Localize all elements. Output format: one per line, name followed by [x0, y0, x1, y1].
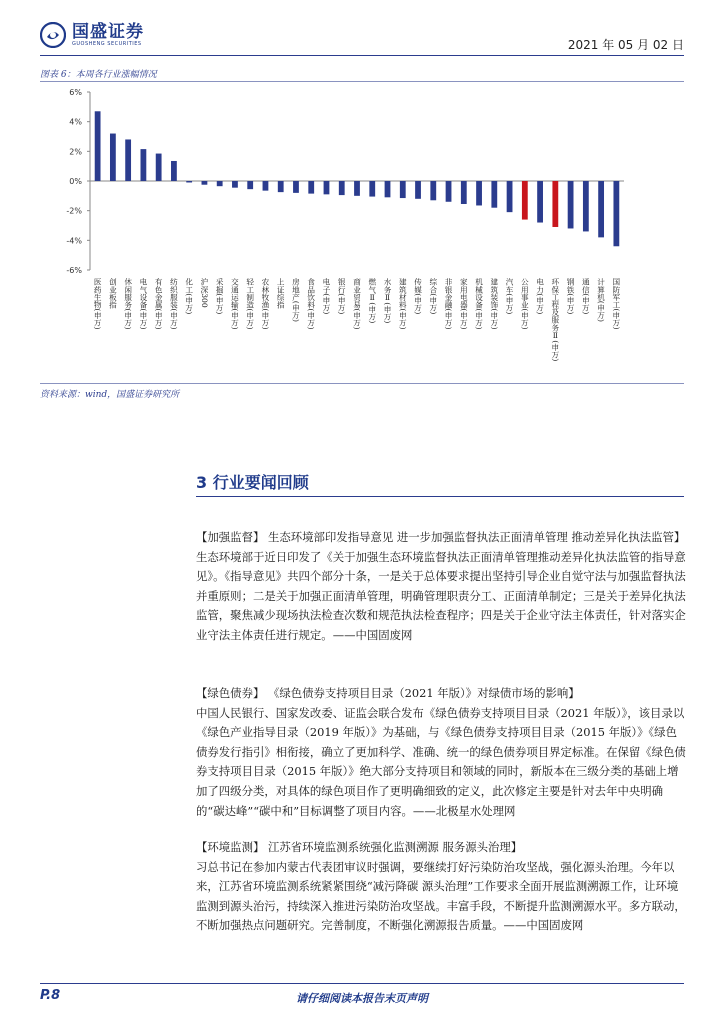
news-title: 【环境监测】 江苏省环境监测系统强化监测溯源 服务源头治理】 [196, 840, 523, 854]
figure-source: 资料来源：wind，国盛证券研究所 [40, 390, 180, 400]
y-tick-label: 6% [69, 88, 82, 97]
bar [598, 181, 604, 237]
x-tick-label: 电子(申万) [321, 278, 331, 315]
news-title: 【绿色债券】 《绿色债券支持项目目录（2021 年版）》对绿债市场的影响】 [196, 686, 580, 700]
bar [125, 139, 131, 181]
x-tick-label: 纺织服装(申万) [169, 278, 179, 330]
bar [430, 181, 436, 200]
y-tick-label: 2% [69, 147, 82, 157]
x-tick-label: 汽车(申万) [505, 278, 515, 315]
news-body: 习总书记在参加内蒙古代表团审议时强调，要继续打好污染防治攻坚战，强化源头治理。今年以来，江苏省环境监测系统紧紧围绕“减污降碳 源头治理”工作要求全面开展监测溯源工作，让环境监测到源头治污，持续深入推进污染防治攻坚战。丰富手段，不断提升监测溯源水平。多方联动，不断加强热点问题研究。完善制度，不断强化溯源报告质量。——中国固废网 [196, 859, 686, 933]
page-number: P.8 [40, 988, 61, 1003]
bar [141, 149, 147, 181]
news-item [196, 528, 688, 646]
x-tick-label: 环保工程及服务Ⅱ(申万) [550, 278, 560, 362]
bar [552, 181, 558, 227]
news-body: 生态环境部于近日印发了《关于加强生态环境监督执法正面清单管理推动差异化执法监管的指导意见》。《指导意见》共四个部分十条，一是关于总体要求提出坚持引导企业自觉守法与加强监督执法并重原则；二是关于加强正面清单管理，明确管理职责分工、正面清单制定；三是关于差异化执法监管，聚焦减少现场执法检查次数和规范执法检查程序；四是关于企业守法主体责任，针对落实企业守法主体责任进行规定。——中国固废网 [196, 549, 686, 642]
figure-top-rule [40, 81, 684, 82]
bar [415, 181, 421, 199]
section-heading: 3 行业要闻回顾 [196, 473, 309, 492]
figure-title: 图表 6：本周各行业涨幅情况 [40, 70, 157, 80]
brand-logo [40, 22, 144, 48]
x-tick-label: 水务Ⅱ(申万) [383, 278, 393, 324]
bar [202, 181, 208, 185]
y-tick-label: -2% [66, 206, 82, 216]
x-tick-label: 计算机(申万) [596, 278, 606, 322]
x-tick-label: 家用电器(申万) [459, 278, 469, 330]
bar [263, 181, 269, 191]
bar [461, 181, 467, 204]
bar [369, 181, 375, 197]
figure-bottom-rule [40, 383, 684, 384]
x-tick-label: 沪深300 [199, 278, 209, 308]
bar [568, 181, 574, 228]
bar [339, 181, 345, 195]
bar [400, 181, 406, 198]
bar [95, 111, 101, 181]
news-body: 中国人民银行、国家发改委、证监会联合发布《绿色债券支持项目目录（2021 年版）》，该目录以《绿色产业指导目录（2019 年版）》为基础，与《绿色债券支持项目目录（2015 年版）》《绿色债券发行指引》相衔接，确立了更加科学、准确、统一的绿色债券项目界定标准。在保留《绿色债券支持项目目录（2015 年版）》绝大部分支持项目和领域的同时，新版本在三级分类的基础上增加了四级分类，对具体的绿色项目作了更明确细致的定义，此次修定主要是针对去年中央明确的“碳达峰”“碳中和”目标调整了项目内容。——北极星水处理网 [196, 705, 686, 818]
x-tick-label: 房地产(申万) [291, 278, 301, 322]
brand-logo-icon [40, 22, 66, 48]
x-tick-label: 电气设备(申万) [138, 278, 148, 330]
x-tick-label: 燃气Ⅱ(申万) [367, 278, 377, 324]
x-tick-label: 国防军工(申万) [611, 278, 621, 330]
bar [293, 181, 299, 193]
page-header [0, 0, 724, 56]
bar [522, 181, 528, 220]
bar [507, 181, 513, 212]
x-tick-label: 上证综指 [276, 278, 286, 309]
bar [308, 181, 314, 194]
brand-name-cn: 国盛证券 [72, 22, 144, 42]
x-tick-label: 电力(申万) [535, 278, 545, 315]
bar [278, 181, 284, 192]
news-title: 【加强监督】 生态环境部印发指导意见 进一步加强监督执法正面清单管理 推动差异化执法监管】 [196, 530, 686, 544]
x-tick-label: 机械设备(申万) [474, 278, 484, 330]
footer-disclaimer: 请仔细阅读本报告末页声明 [296, 992, 428, 1005]
x-tick-label: 休闲服务(申万) [123, 278, 133, 330]
bar [110, 134, 116, 181]
y-tick-label: 0% [69, 177, 82, 186]
x-tick-label: 钢铁(申万) [566, 278, 576, 315]
section-divider [196, 496, 684, 497]
bar [156, 154, 162, 181]
news-item [196, 684, 688, 821]
x-tick-label: 采掘(申万) [215, 278, 225, 315]
bar [537, 181, 543, 223]
x-tick-label: 传媒(申万) [413, 278, 423, 315]
bar [217, 181, 223, 186]
bar [491, 181, 497, 208]
bar [354, 181, 360, 196]
brand-name-en: GUOSHENG SECURITIES [72, 41, 142, 47]
x-tick-label: 农林牧渔(申万) [260, 278, 270, 330]
bar [476, 181, 482, 205]
bar [385, 181, 391, 197]
bar [324, 181, 330, 194]
bar [247, 181, 253, 189]
y-tick-label: 4% [69, 117, 82, 127]
x-tick-label: 交通运输(申万) [230, 278, 240, 330]
x-tick-label: 通信(申万) [581, 278, 591, 315]
y-tick-label: -6% [66, 266, 82, 275]
x-tick-label: 食品饮料(申万) [306, 278, 316, 330]
x-tick-label: 公用事业(申万) [520, 278, 530, 330]
x-tick-label: 银行(申万) [337, 278, 347, 315]
bar [446, 181, 452, 202]
x-tick-label: 综合(申万) [428, 278, 438, 315]
header-divider [40, 55, 684, 56]
report-date: 2021 年 05 月 02 日 [567, 38, 684, 52]
bar [583, 181, 589, 231]
news-item [196, 838, 688, 936]
x-tick-label: 创业板指 [108, 278, 118, 309]
x-tick-label: 化工(申万) [184, 278, 194, 315]
footer-divider [40, 983, 684, 984]
x-tick-label: 建筑装饰(申万) [489, 278, 499, 330]
x-tick-label: 有色金属(申万) [154, 278, 164, 330]
bar [186, 181, 192, 182]
x-tick-label: 非银金融(申万) [444, 278, 454, 330]
industry-returns-chart [40, 84, 684, 382]
x-tick-label: 商业贸易(申万) [352, 278, 362, 330]
bar [171, 161, 177, 181]
x-tick-label: 医药生物(申万) [93, 278, 103, 330]
bar [613, 181, 619, 246]
bar [232, 181, 238, 188]
x-tick-label: 轻工制造(申万) [245, 278, 255, 330]
x-tick-label: 建筑材料(申万) [398, 278, 408, 330]
y-tick-label: -4% [66, 236, 82, 246]
